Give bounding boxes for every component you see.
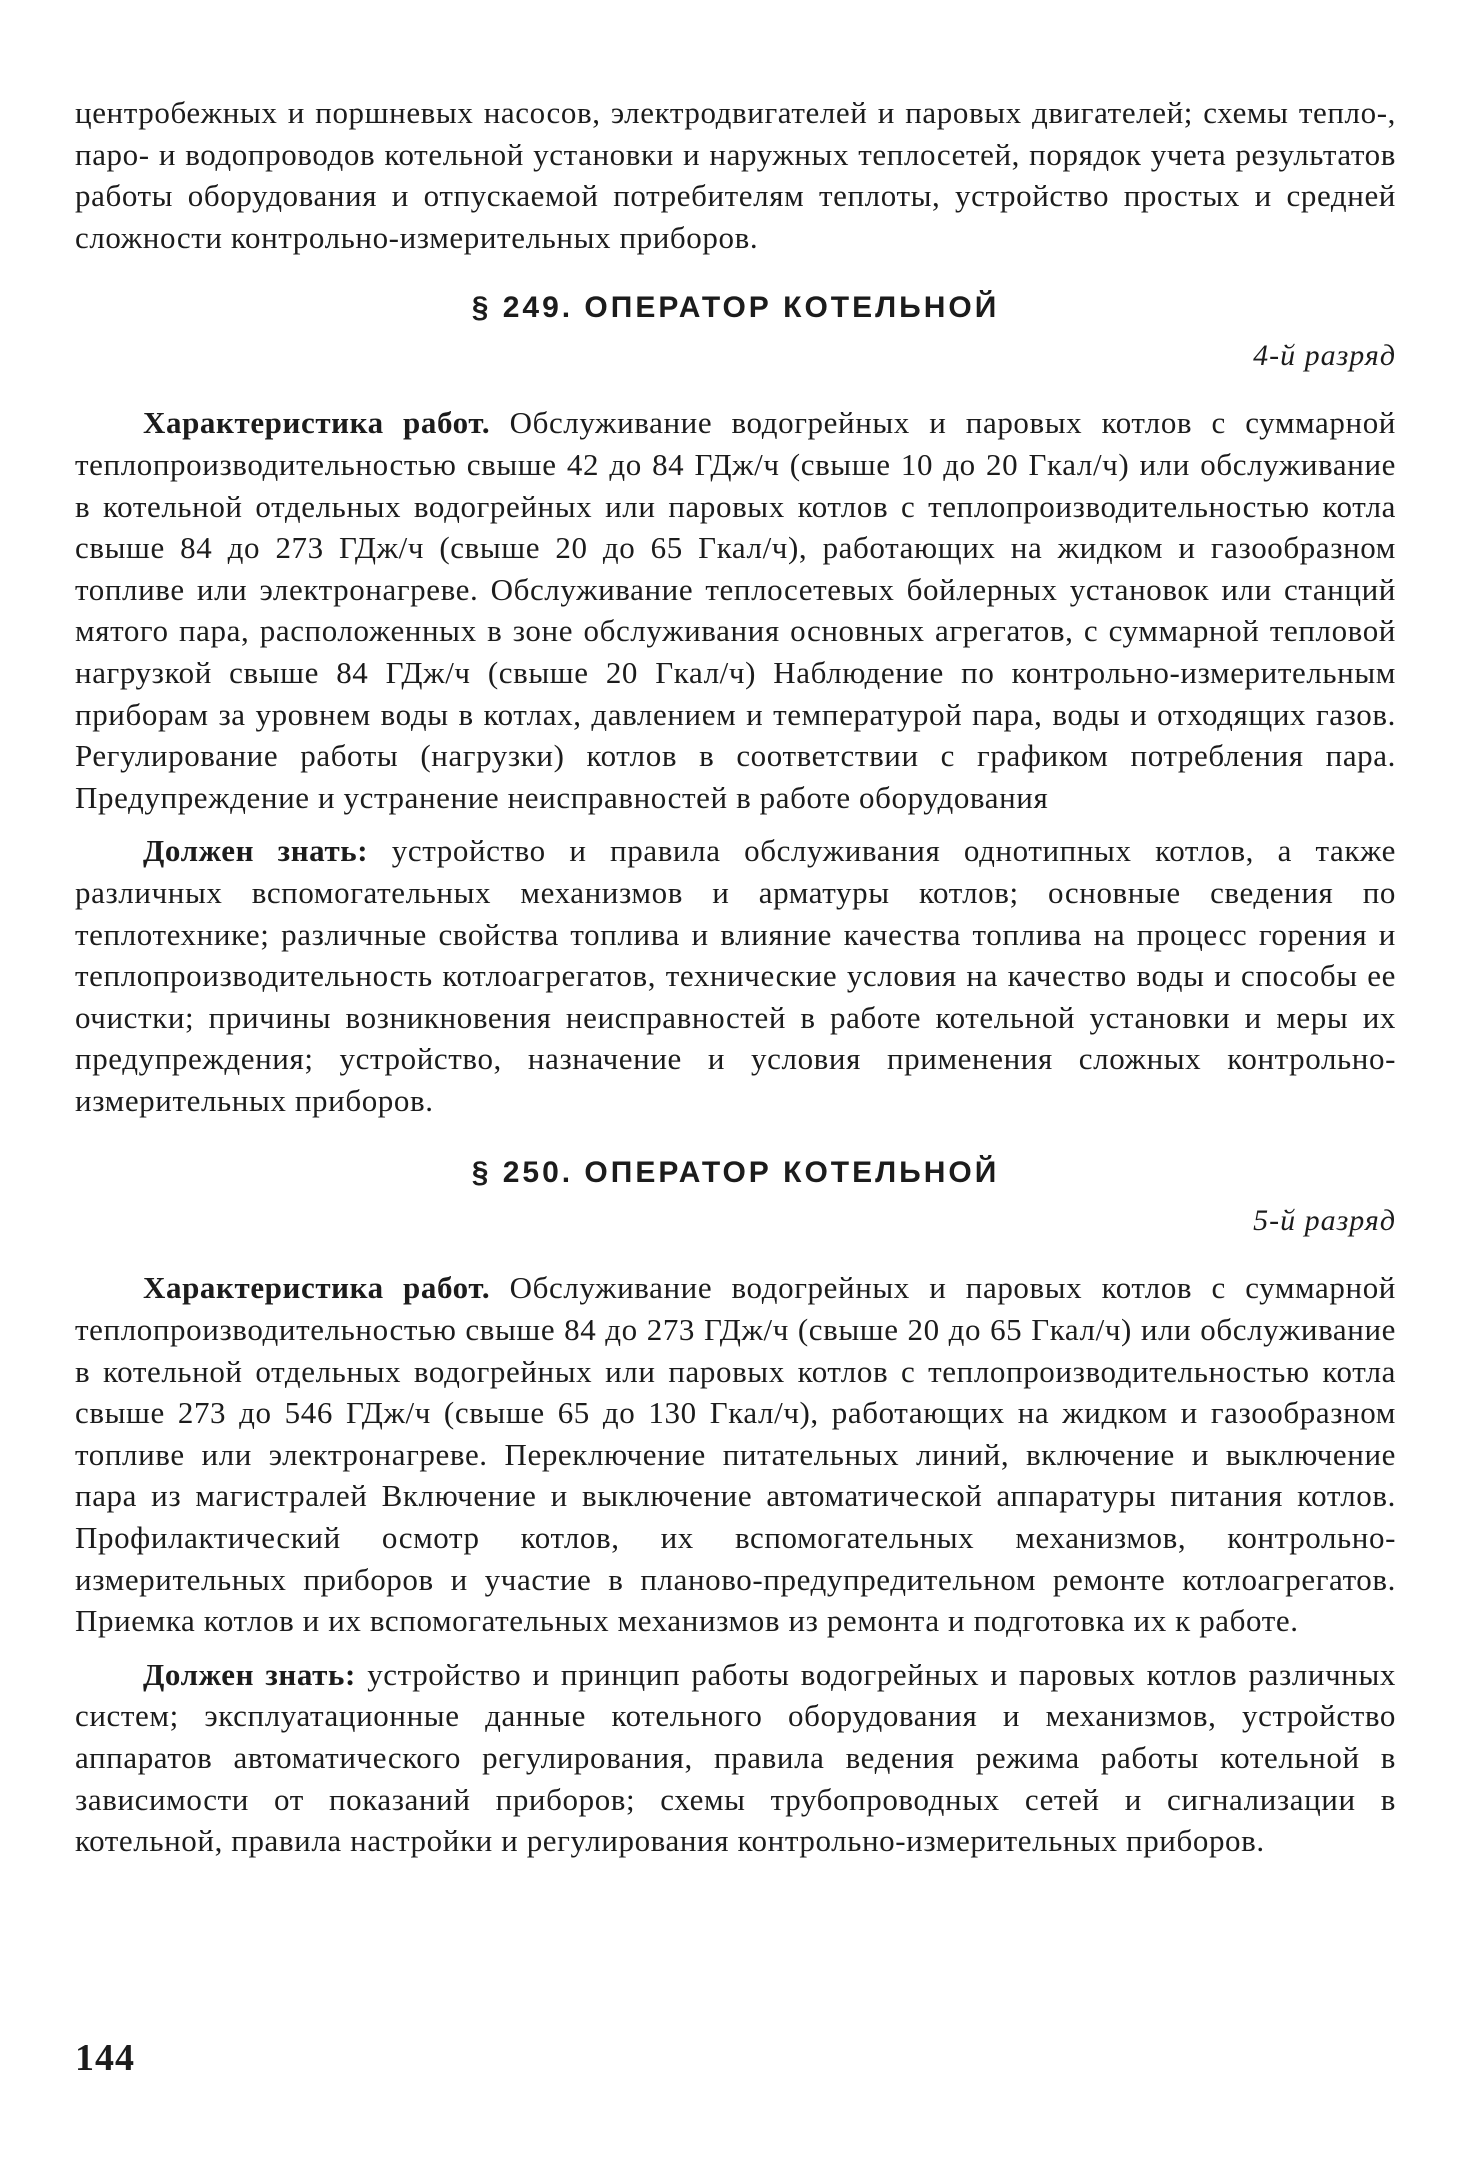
section-250-characteristic-text: Обслуживание водогрейных и паровых котлов с суммарной теплопроизводительностью свыше 84 до 273 ГДж/ч (свыше 20 до 65 Гкал/ч) или обслуживание в котельной отдельных водогрейных или паровых котлов с теплопроизводительностью котла свыше 273 до 546 ГДж/ч (свыше 65 до 130 Гкал/ч), работающих на жидком и газообразном топливе или электронагреве. Переключение питательных линий, включение и выключение пара из магистралей Включение и выключение автоматической аппаратуры питания котлов. Профилактический осмотр котлов, их вспомогательных механизмов, контрольно-измерительных приборов и участие в планово-предупредительном ремонте котлоагрегатов. Приемка котлов и их вспомогательных механизмов из ремонта и подготовка их к работе.	[75, 1270, 1397, 1639]
section-250-title: § 250. ОПЕРАТОР КОТЕЛЬНОЙ	[471, 1156, 1000, 1190]
section-249-title: § 249. ОПЕРАТОР КОТЕЛЬНОЙ	[471, 291, 1000, 325]
section-250-knowledge-text: устройство и принцип работы водогрейных и паровых котлов различных систем; эксплуатационные данные котельного оборудования и механизмов, устройство аппаратов автоматического регулирования, правила ведения режима работы котельной в зависимости от показаний приборов; схемы трубопроводных сетей и сигнализации в котельной, правила настройки и регулирования контрольно-измерительных приборов.	[75, 1656, 1396, 1859]
section-250-grade: 5-й разряд	[1253, 1204, 1396, 1238]
section-250-knowledge	[75, 1654, 1396, 1862]
section-249-knowledge-label: Должен знать:	[143, 833, 369, 869]
page-number: 144	[75, 2037, 135, 2079]
section-250-characteristic-label: Характеристика работ.	[143, 1270, 491, 1306]
section-250-knowledge-label: Должен знать:	[143, 1656, 356, 1692]
section-249-knowledge-text: устройство и правила обслуживания однотипных котлов, а также различных вспомогательных механизмов и арматуры котлов; основные сведения по теплотехнике; различные свойства топлива и влияние качества топлива на процесс горения и теплопроизводительность котлоагрегатов, технические условия на качество воды и способы ее очистки; причины возникновения неисправностей в работе котельной установки и меры их предупреждения; устройство, назначение и условия применения сложных контрольно-измерительных приборов.	[75, 833, 1396, 1118]
section-250-characteristic	[75, 1267, 1396, 1641]
section-249-knowledge	[75, 830, 1396, 1121]
section-249-characteristic	[75, 402, 1396, 818]
section-249-grade: 4-й разряд	[1253, 339, 1396, 373]
text-column	[75, 92, 1396, 1862]
section-249-characteristic-text: Обслуживание водогрейных и паровых котлов с суммарной теплопроизводительностью свыше 42 до 84 ГДж/ч (свыше 10 до 20 Гкал/ч) или обслуживание в котельной отдельных водогрейных или паровых котлов с теплопроизводительностью котла свыше 84 до 273 ГДж/ч (свыше 20 до 65 Гкал/ч), работающих на жидком и газообразном топливе или электронагреве. Обслуживание теплосетевых бойлерных установок или станций мятого пара, расположенных в зоне обслуживания основных агрегатов, с суммарной тепловой нагрузкой свыше 84 ГДж/ч (свыше 20 Гкал/ч) Наблюдение по контрольно-измерительным приборам за уровнем воды в котлах, давлением и температурой пара, воды и отходящих газов. Регулирование работы (нагрузки) котлов в соответствии с графиком потребления пара. Предупреждение и устранение неисправностей в работе оборудования	[75, 405, 1397, 815]
intro-paragraph: центробежных и поршневых насосов, электродвигателей и паровых двигателей; схемы тепло-, паро- и водопроводов котельной установки и наружных теплосетей, порядок учета результатов работы оборудования и отпускаемой потребителям теплоты, устройство простых и средней сложности контрольно-измерительных приборов.	[75, 95, 1396, 255]
section-249-characteristic-label: Характеристика работ.	[143, 405, 491, 441]
